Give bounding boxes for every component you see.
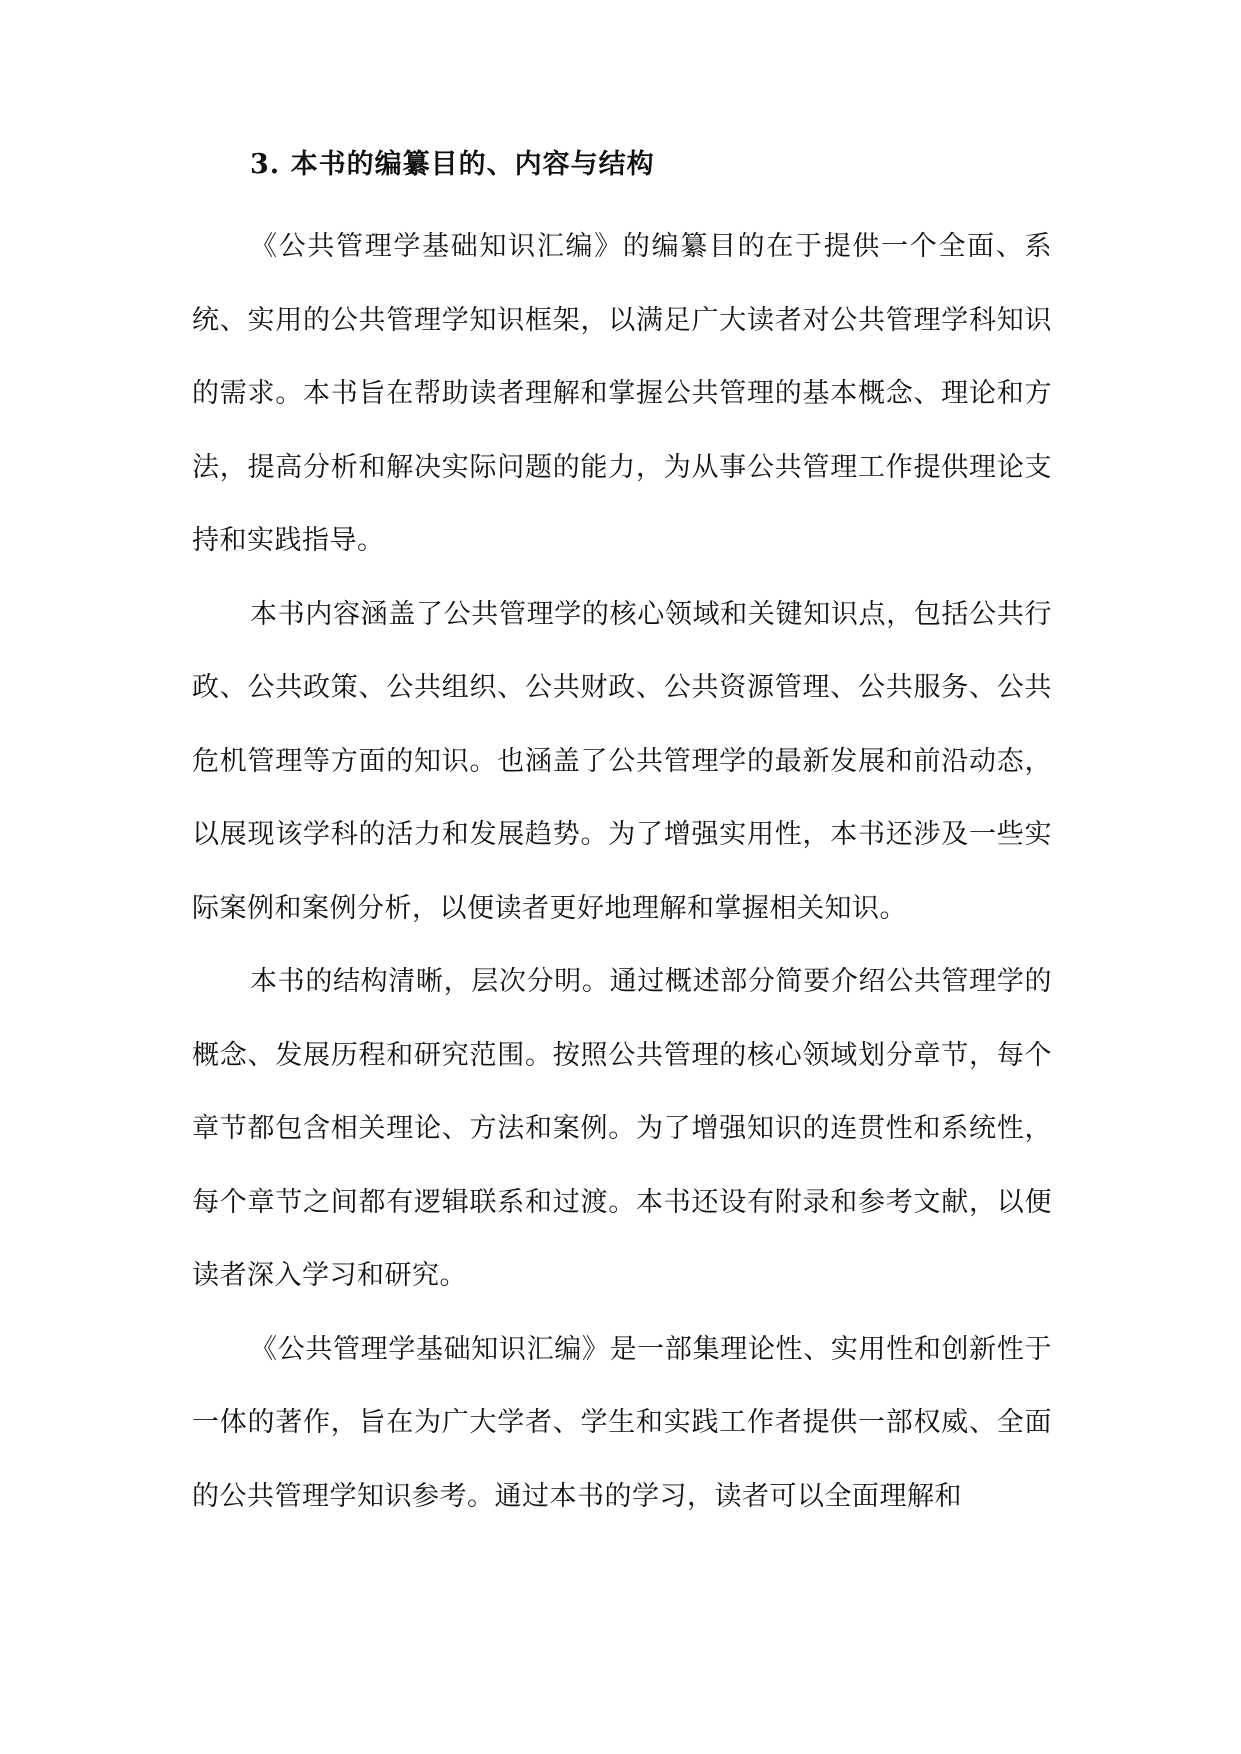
document-body xyxy=(192,142,1052,1533)
paragraph-summary: 《公共管理学基础知识汇编》是一部集理论性、实用性和创新性于一体的著作，旨在为广大学者、学生和实践工作者提供一部权威、全面的公共管理学知识参考。通过本书的学习，读者可以全面理解和 xyxy=(192,1333,1052,1512)
paragraph-purpose: 《公共管理学基础知识汇编》的编纂目的在于提供一个全面、系统、实用的公共管理学知识框架，以满足广大读者对公共管理学科知识的需求。本书旨在帮助读者理解和掌握公共管理的基本概念、理论和方法，提高分析和解决实际问题的能力，为从事公共管理工作提供理论支持和实践指导。 xyxy=(192,231,1052,556)
paragraph-content: 本书内容涵盖了公共管理学的核心领域和关键知识点，包括公共行政、公共政策、公共组织、公共财政、公共资源管理、公共服务、公共危机管理等方面的知识。也涵盖了公共管理学的最新发展和前沿动态，以展现该学科的活力和发展趋势。为了增强实用性，本书还涉及一些实际案例和案例分析，以便读者更好地理解和掌握相关知识。 xyxy=(192,598,1052,924)
section-heading: 3. 本书的编纂目的、内容与结构 xyxy=(250,149,655,180)
paragraph-structure: 本书的结构清晰，层次分明。通过概述部分简要介绍公共管理学的概念、发展历程和研究范围。按照公共管理的核心领域划分章节，每个章节都包含相关理论、方法和案例。为了增强知识的连贯性和系统性，每个章节之间都有逻辑联系和过渡。本书还设有附录和参考文献，以便读者深入学习和研究。 xyxy=(192,966,1052,1291)
